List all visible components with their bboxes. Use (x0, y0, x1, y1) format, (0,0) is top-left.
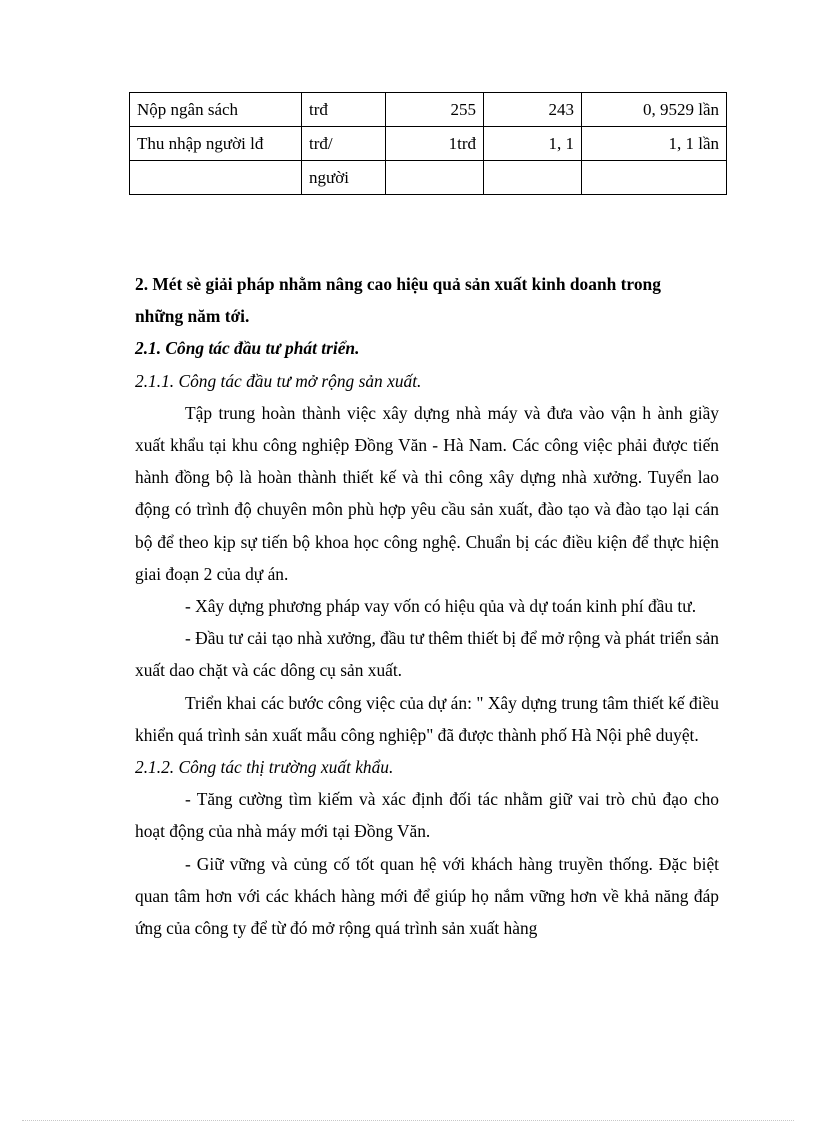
section-heading-line-2: những năm tới. (135, 306, 250, 327)
table-row (130, 127, 727, 161)
document-body (135, 268, 719, 944)
table-row (130, 93, 727, 127)
bullet-paragraph: - Đầu tư cải tạo nhà xưởng, đầu tư thêm thiết bị để mở rộng và phát triển sản xuất dao chặt và các dông cụ sản xuất. (135, 628, 719, 681)
table-cell: 1, 1 (484, 127, 582, 161)
section-heading-line-1: 2. Mét sè giải pháp nhằm nâng cao hiệu quả sản xuất kinh doanh trong (135, 274, 661, 294)
statistics-table (129, 92, 727, 195)
table-cell: trđ/ (302, 127, 386, 161)
table-cell (386, 161, 484, 195)
table-cell: Thu nhập người lđ (130, 127, 302, 161)
paragraph: Triển khai các bước công việc của dự án: " Xây dựng trung tâm thiết kế điều khiển quá trình sản xuất mẫu công nghiệp" đã được thành phố Hà Nội phê duyệt. (135, 692, 719, 745)
table-cell: 1, 1 lần (582, 127, 727, 161)
table-cell: 0, 9529 lần (582, 93, 727, 127)
table-cell: 1trđ (386, 127, 484, 161)
paragraph: Tập trung hoàn thành việc xây dựng nhà máy và đưa vào vận h ành giầy xuất khẩu tại khu công nghiệp Đồng Văn - Hà Nam. Các công việc phải được tiến hành đồng bộ là hoàn thành thiết kế và thi công xây dựng nhà xưởng. Tuyển lao động có trình độ chuyên môn phù hợp yêu cầu sản xuất, đào tạo và đào tạo lại cán bộ để theo kịp sự tiến bộ khoa học công nghệ. Chuẩn bị các điều kiện để thực hiện giai đoạn 2 của dự án. (135, 402, 719, 584)
bullet-paragraph: - Tăng cường tìm kiếm và xác định đối tác nhằm giữ vai trò chủ đạo cho hoạt động của nhà máy mới tại Đồng Văn. (135, 789, 719, 842)
table-cell: trđ (302, 93, 386, 127)
page-bottom-divider (22, 1120, 794, 1121)
table-cell: 255 (386, 93, 484, 127)
table-row (130, 161, 727, 195)
table-cell: người (302, 161, 386, 195)
table-cell: 243 (484, 93, 582, 127)
section-heading (135, 268, 719, 332)
table-cell (130, 161, 302, 195)
bullet-paragraph: - Giữ vững và củng cố tốt quan hệ với khách hàng truyền thống. Đặc biệt quan tâm hơn với các khách hàng mới để giúp họ nắm vững hơn về khả năng đáp ứng của công ty để từ đó mở rộng quá trình sản xuất hàng (135, 853, 719, 939)
subsection-heading: 2.1. Công tác đầu tư phát triển. (135, 338, 360, 359)
bullet-paragraph: - Xây dựng phương pháp vay vốn có hiệu qủa và dự toán kinh phí đầu tư. (185, 596, 697, 617)
table-cell (582, 161, 727, 195)
sub-subsection-heading: 2.1.1. Công tác đầu tư mở rộng sản xuất. (135, 370, 422, 391)
sub-subsection-heading: 2.1.2. Công tác thị trường xuất khẩu. (135, 757, 394, 778)
table-cell (484, 161, 582, 195)
table-cell: Nộp ngân sách (130, 93, 302, 127)
